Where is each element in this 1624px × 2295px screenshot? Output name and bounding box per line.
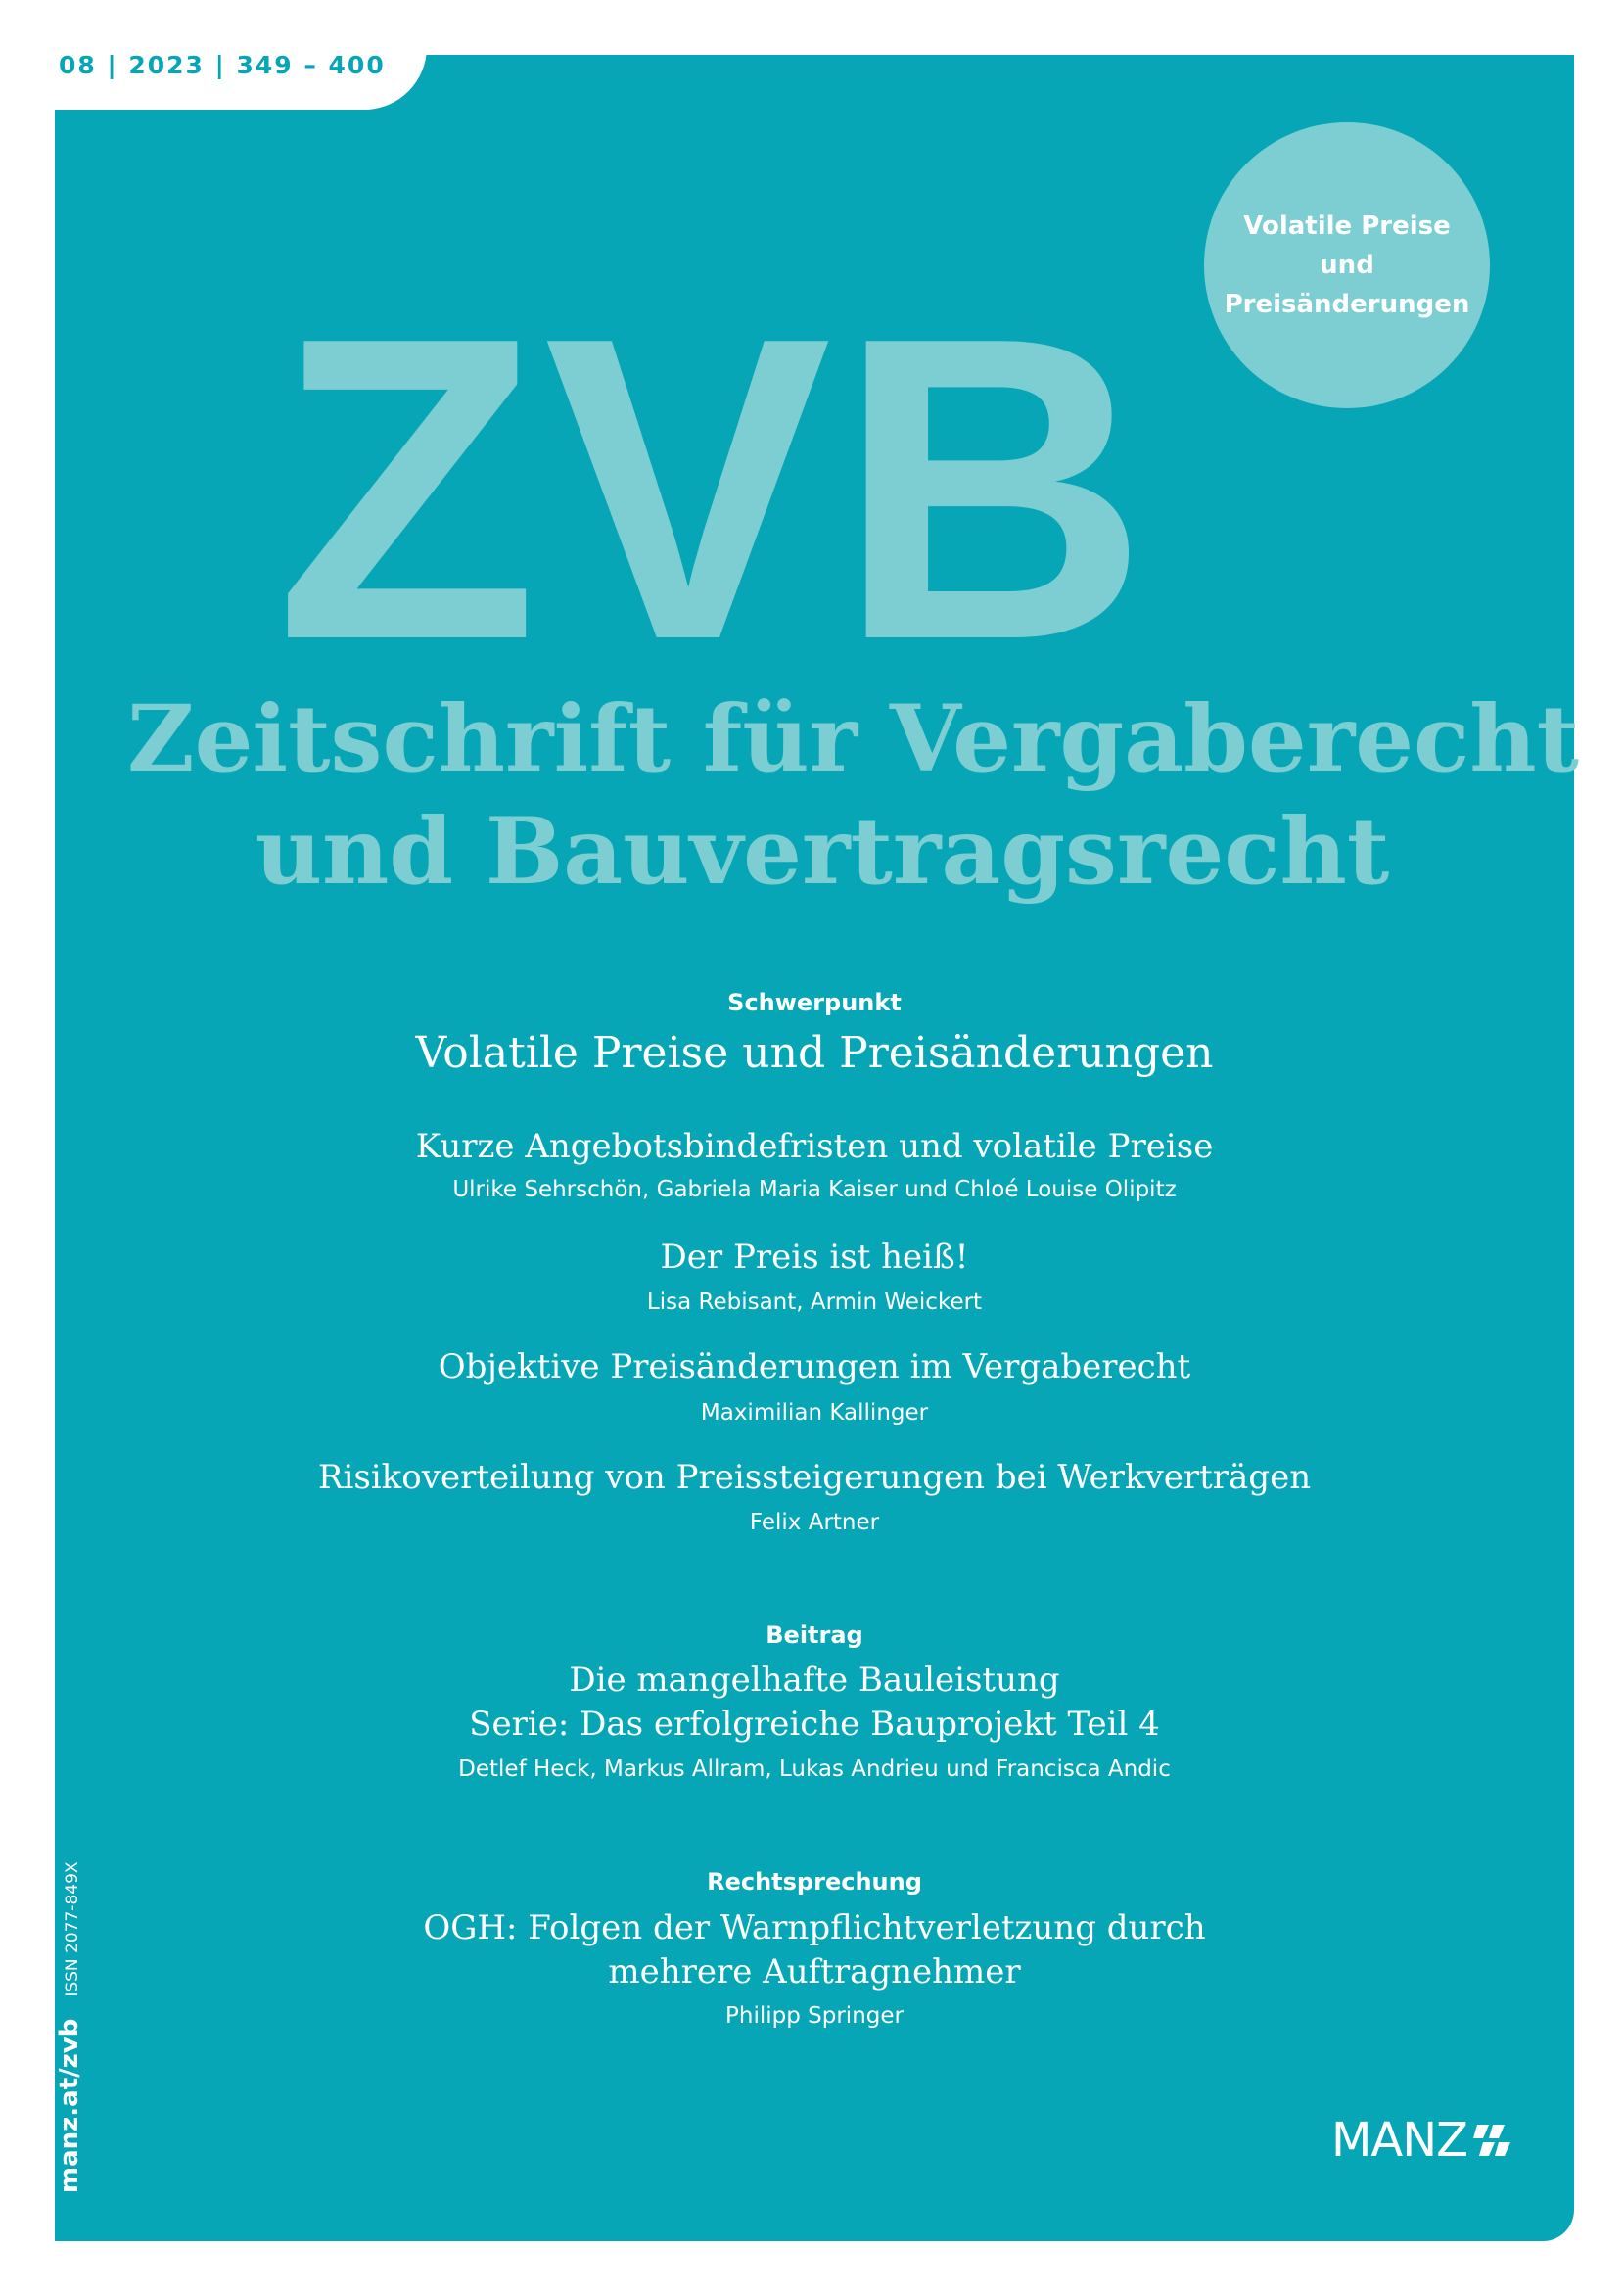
rechtsprechung-title-line-2: mehrere Auftragnehmer <box>608 1952 1021 1991</box>
schwerpunkt-heading: Volatile Preise und Preisänderungen <box>415 1028 1214 1078</box>
article-title: Kurze Angebotsbindefristen und volatile Preise <box>415 1127 1214 1166</box>
journal-url[interactable]: manz.at/zvb <box>55 2018 84 2193</box>
section-label-rechtsprechung: Rechtsprechung <box>707 1868 922 1896</box>
spine-text <box>55 1861 84 2193</box>
article-authors: Lisa Rebisant, Armin Weickert <box>646 1289 983 1315</box>
beitrag-title-line-2: Serie: Das erfolgreiche Bauprojekt Teil 4 <box>469 1705 1160 1744</box>
issn-number: ISSN 2077-849X <box>63 1861 82 1997</box>
rechtsprechung-authors: Philipp Springer <box>725 2003 904 2029</box>
beitrag-authors: Detlef Heck, Markus Allram, Lukas Andrieu und Francisca Andic <box>458 1756 1171 1782</box>
publisher-logo <box>1331 2115 1514 2166</box>
section-label-beitrag: Beitrag <box>766 1621 863 1649</box>
section-label-schwerpunkt: Schwerpunkt <box>727 989 902 1016</box>
journal-subtitle-line-1: Zeitschrift für Vergaberecht <box>127 685 1580 793</box>
article-title: Objektive Preisänderungen im Vergaberecht <box>438 1347 1191 1386</box>
article-authors: Felix Artner <box>749 1510 880 1535</box>
badge-line: Volatile Preise <box>1243 211 1451 241</box>
badge-line: und <box>1320 251 1374 280</box>
rechtsprechung-title-line-1: OGH: Folgen der Warnpflichtverletzung durch <box>423 1908 1206 1947</box>
journal-subtitle-line-2: und Bauvertragsrecht <box>255 798 1390 906</box>
focus-badge <box>1204 122 1490 408</box>
article-authors: Ulrike Sehrschön, Gabriela Maria Kaiser und Chloé Louise Olipitz <box>452 1177 1177 1202</box>
article-authors: Maximilian Kallinger <box>700 1400 929 1426</box>
article-title: Risikoverteilung von Preissteigerungen bei Werkverträgen <box>317 1458 1312 1497</box>
badge-line: Preisänderungen <box>1224 290 1470 319</box>
article-title: Der Preis ist heiß! <box>660 1238 969 1277</box>
beitrag-title-line-1: Die mangelhafte Bauleistung <box>569 1661 1060 1700</box>
publisher-mark-icon <box>1473 2121 1514 2160</box>
journal-logo: ZVB <box>275 249 1154 729</box>
issue-number: 08 | 2023 | 349 – 400 <box>59 51 386 79</box>
publisher-name: MANZ <box>1331 2113 1468 2168</box>
